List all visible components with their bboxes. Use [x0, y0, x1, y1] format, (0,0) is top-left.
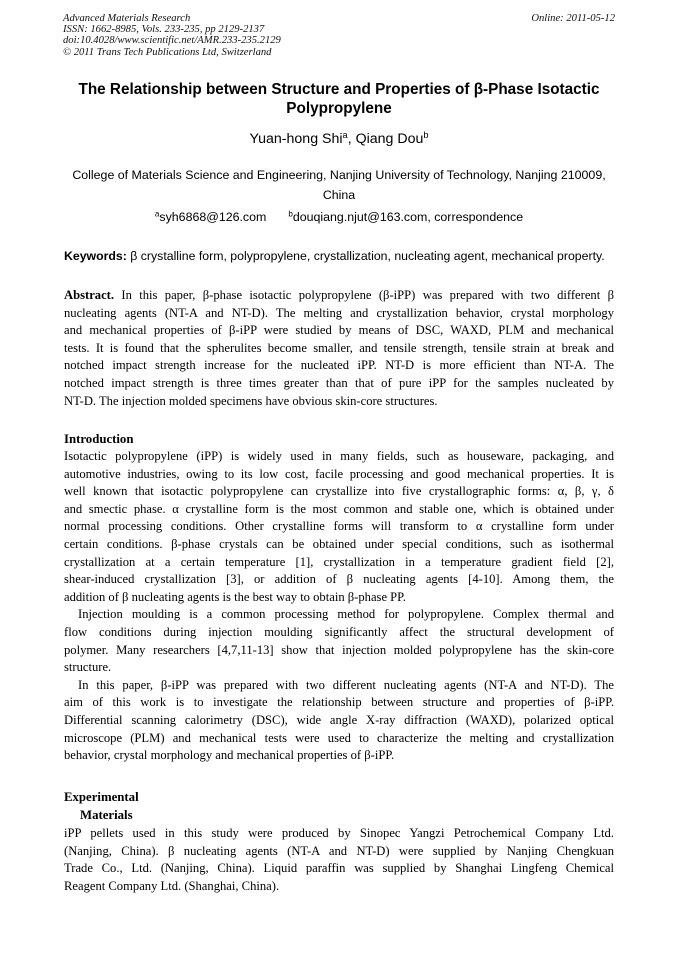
email-link[interactable]: douqiang.njut@163.com, correspondence [292, 210, 524, 224]
affiliation-line-1: College of Materials Science and Engineering, Nanjing University of Technology, Nanjing 210009, [72, 168, 606, 182]
author-affiliation-mark: b [423, 129, 429, 140]
abstract-line: notched impact strength increase for the nucleated iPP. NT-D is more efficient than NT-A. The [64, 358, 614, 373]
paragraph-line: microscope (PLM) and mechanical tests were used to characterize the melting and crystallization [64, 730, 614, 745]
keywords-label: Keywords: [64, 249, 127, 263]
paragraph-line: Reagent Company Ltd. (Shanghai, China). [64, 878, 280, 893]
abstract [64, 287, 614, 410]
abstract-line: and mechanical properties of β-iPP were studied by means of DSC, WAXD, PLM and mechanical [64, 323, 614, 338]
section-heading-experimental: Experimental [64, 790, 139, 804]
paragraph-line: and smectic phase. α crystalline form is the most common and stable one, which is obtained under [64, 501, 614, 516]
paragraph-line: shear-induced crystallization [3], or addition of β nucleating agents [4-10]. Among them, the [64, 572, 614, 587]
abstract-line: notched impact strength is three times greater than that of pure iPP for the samples nucleated by [64, 375, 614, 390]
materials-body [64, 825, 614, 895]
paragraph-line: certain conditions. β-phase crystals can be obtained under special conditions, such as isothermal [64, 536, 614, 551]
online-date: Online: 2011-05-12 [531, 13, 615, 24]
paragraph-line: automotive industries, owing to its low cost, facile processing and good mechanical properties. It is [64, 466, 614, 481]
paragraph-line: well known that isotactic polypropylene can crystallize into five crystallographic forms: α, β, γ, δ [64, 484, 614, 499]
paragraph-line: (Nanjing, China). β nucleating agents (NT-A and NT-D) were supplied by Nanjing Chengkuan [64, 843, 614, 858]
paragraph-line: addition of β nucleating agents is the best way to obtain β-phase PP. [64, 589, 406, 604]
section-heading-introduction: Introduction [64, 432, 134, 446]
paragraph-line: Injection moulding is a common processing method for polypropylene. Complex thermal and [78, 607, 614, 622]
abstract-line: Abstract. In this paper, β-phase isotactic polypropylene (β-iPP) was prepared with two different β [64, 288, 614, 302]
copyright-line: © 2011 Trans Tech Publications Ltd, Switzerland [63, 46, 272, 58]
email-mark: b [288, 209, 293, 219]
title-line-2: Polypropylene [286, 100, 392, 117]
paragraph-line: iPP pellets used in this study were produced by Sinopec Yangzi Petrochemical Company Ltd. [64, 826, 614, 840]
paper-title [40, 80, 638, 118]
subsection-heading-materials: Materials [80, 808, 133, 822]
abstract-line: nucleating agents (NT-A and NT-D). The melting and crystallization behavior, crystal morphology [64, 305, 614, 320]
paragraph-line: polymer. Many researchers [4,7,11-13] show that injection molded polypropylene has the skin-core [64, 642, 614, 657]
paragraph-line: structure. [64, 660, 112, 675]
paragraph-line: Isotactic polypropylene (iPP) is widely used in many fields, such as houseware, packaging, and [64, 449, 614, 463]
email-link[interactable]: syh6868@126.com [159, 210, 267, 224]
paragraph-line: In this paper, β-iPP was prepared with two different nucleating agents (NT-A and NT-D). The [78, 677, 614, 692]
affiliation-line-2: China [322, 187, 356, 202]
abstract-label: Abstract. [64, 288, 115, 302]
paragraph-line: flow conditions during injection moulding significantly affect the structural development of [64, 624, 614, 639]
paragraph-line: crystallization at a certain temperature [1], crystallization in a temperature gradient field [2], [64, 554, 614, 569]
author-separator: , [347, 131, 356, 147]
journal-header [63, 13, 615, 58]
paragraph-line: normal processing conditions. Other crystalline forms will transform to α crystalline form under [64, 519, 614, 534]
author-affiliation-mark: a [342, 129, 348, 140]
keywords-text: β crystalline form, polypropylene, crystallization, nucleating agent, mechanical property. [126, 249, 605, 263]
author-emails [40, 209, 638, 225]
author-name: Yuan-hong Shi [249, 131, 343, 147]
paragraph-line: Differential scanning calorimetry (DSC), wide angle X-ray diffraction (WAXD), polarized optical [64, 712, 614, 727]
keywords [64, 248, 624, 264]
author-name: Qiang Dou [355, 131, 424, 147]
abstract-line: NT-D. The injection molded specimens have obvious skin-core structures. [64, 393, 438, 408]
journal-name: Advanced Materials Research [63, 13, 191, 24]
affiliation [40, 166, 638, 205]
paragraph-line: aim of this work is to investigate the relationship between structure and properties of β-iPP. [64, 695, 614, 710]
introduction-body [64, 448, 614, 765]
issn-line: ISSN: 1662-8985, Vols. 233-235, pp 2129-2137 [63, 24, 265, 36]
paragraph-line: Trade Co., Ltd. (Nanjing, China). Liquid paraffin was supplied by Shanghai Lingfeng Chemical [64, 861, 614, 876]
abstract-line: tests. It is found that the spherulites become smaller, and tensile strength, tensile strain at break and [64, 340, 614, 355]
author-list [40, 130, 638, 148]
paragraph-line: behavior, crystal morphology and mechanical properties of β-iPP. [64, 748, 395, 763]
title-line-1: The Relationship between Structure and Properties of β-Phase Isotactic [78, 81, 600, 98]
doi-line: doi:10.4028/www.scientific.net/AMR.233-235.2129 [63, 35, 281, 47]
email-mark: a [154, 209, 160, 219]
